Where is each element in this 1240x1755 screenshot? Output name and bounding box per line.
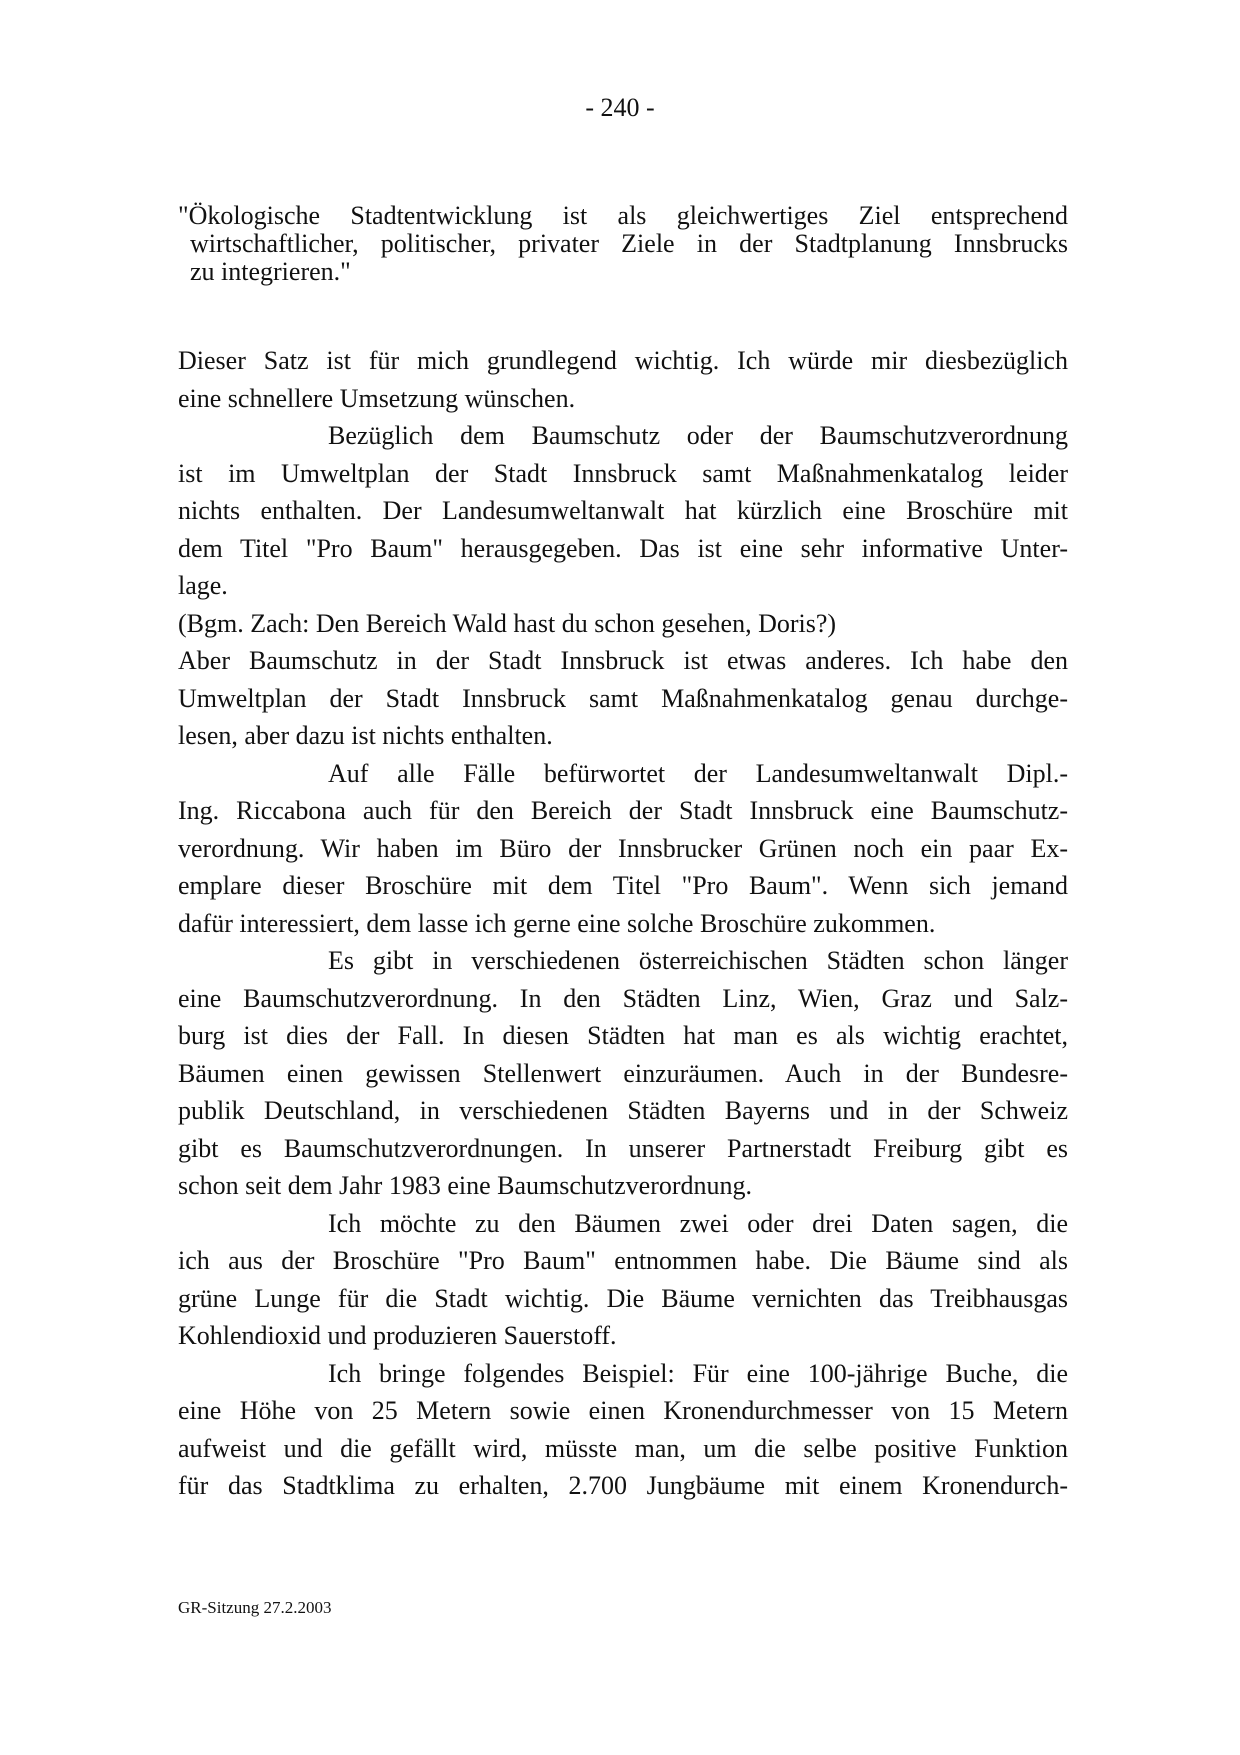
text-line: Bäumen einen gewissen Stellenwert einzuräumen. Auch in der Bundesre- <box>178 1058 1068 1088</box>
text-line: eine schnellere Umsetzung wünschen. <box>178 383 576 413</box>
text-line: lage. <box>178 571 228 600</box>
text-line: Ing. Riccabona auch für den Bereich der Stadt Innsbruck eine Baumschutz- <box>178 796 1068 825</box>
page-footer: GR-Sitzung 27.2.2003 <box>178 1598 332 1617</box>
text-line: Dieser Satz ist für mich grundlegend wichtig. Ich würde mir diesbezüglich <box>178 346 1068 375</box>
text-line: Bezüglich dem Baumschutz oder der Baumschutzverordnung <box>328 421 1068 450</box>
page-number: - 240 - <box>585 93 655 122</box>
quote-line: zu integrieren." <box>190 257 351 286</box>
text-line: für das Stadtklima zu erhalten, 2.700 Jungbäume mit einem Kronendurch- <box>178 1471 1068 1500</box>
text-line: burg ist dies der Fall. In diesen Städten hat man es als wichtig erachtet, <box>178 1021 1068 1050</box>
text-line: Auf alle Fälle befürwortet der Landesumweltanwalt Dipl.- <box>328 758 1068 788</box>
text-line: grüne Lunge für die Stadt wichtig. Die Bäume vernichten das Treibhausgas <box>178 1283 1068 1313</box>
text-line: dem Titel "Pro Baum" herausgegeben. Das ist eine sehr informative Unter- <box>178 533 1068 563</box>
text-line: eine Baumschutzverordnung. In den Städten Linz, Wien, Graz und Salz- <box>178 983 1068 1013</box>
text-line: Es gibt in verschiedenen österreichischen Städten schon länger <box>328 946 1068 975</box>
text-line: dafür interessiert, dem lasse ich gerne eine solche Broschüre zukommen. <box>178 908 936 938</box>
text-line: ich aus der Broschüre "Pro Baum" entnommen habe. Die Bäume sind als <box>178 1246 1068 1275</box>
text-line: nichts enthalten. Der Landesumweltanwalt hat kürzlich eine Broschüre mit <box>178 496 1068 525</box>
text-line: Ich bringe folgendes Beispiel: Für eine 100-jährige Buche, die <box>328 1358 1068 1388</box>
text-line: Umweltplan der Stadt Innsbruck samt Maßnahmenkatalog genau durchge- <box>178 683 1068 713</box>
text-line: emplare dieser Broschüre mit dem Titel "Pro Baum". Wenn sich jemand <box>178 871 1068 900</box>
text-line: aufweist und die gefällt wird, müsste man, um die selbe positive Funktion <box>178 1433 1068 1463</box>
quote-line: "Ökologische Stadtentwicklung ist als gleichwertiges Ziel entsprechend <box>178 201 1068 230</box>
quote-line: wirtschaftlicher, politischer, privater Ziele in der Stadtplanung Innsbrucks <box>190 229 1068 258</box>
interjection-line: (Bgm. Zach: Den Bereich Wald hast du schon gesehen, Doris?) <box>178 608 837 638</box>
quote-block <box>178 202 1068 286</box>
text-line: Aber Baumschutz in der Stadt Innsbruck ist etwas anderes. Ich habe den <box>178 646 1068 675</box>
text-line: Kohlendioxid und produzieren Sauerstoff. <box>178 1321 617 1350</box>
text-line: eine Höhe von 25 Metern sowie einen Kronendurchmesser von 15 Metern <box>178 1396 1068 1425</box>
text-line: verordnung. Wir haben im Büro der Innsbrucker Grünen noch ein paar Ex- <box>178 833 1068 863</box>
text-line: publik Deutschland, in verschiedenen Städten Bayerns und in der Schweiz <box>178 1096 1068 1125</box>
text-line: Ich möchte zu den Bäumen zwei oder drei Daten sagen, die <box>328 1208 1068 1238</box>
body-text <box>178 342 1068 1505</box>
text-line: schon seit dem Jahr 1983 eine Baumschutzverordnung. <box>178 1171 753 1200</box>
text-line: ist im Umweltplan der Stadt Innsbruck samt Maßnahmenkatalog leider <box>178 458 1068 488</box>
text-line: lesen, aber dazu ist nichts enthalten. <box>178 721 553 750</box>
text-line: gibt es Baumschutzverordnungen. In unserer Partnerstadt Freiburg gibt es <box>178 1133 1068 1163</box>
